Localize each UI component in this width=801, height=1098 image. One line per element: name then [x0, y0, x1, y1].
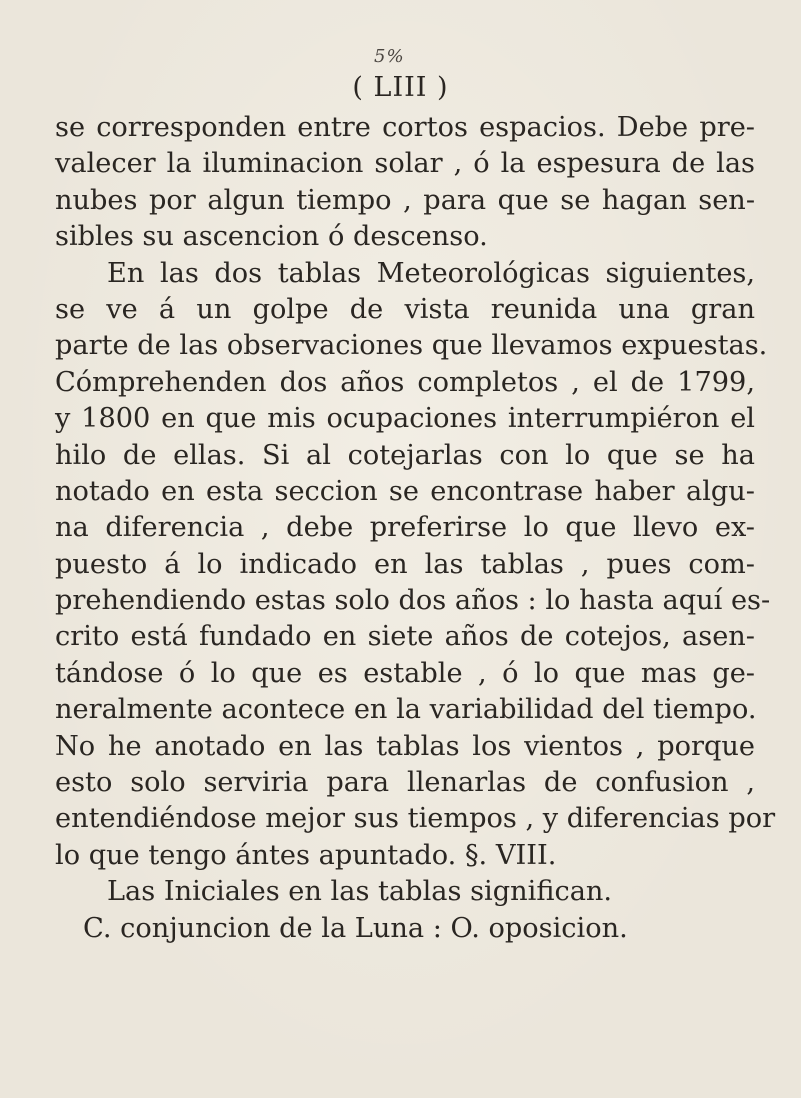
text-line: puesto á lo indicado en las tablas , pues com-	[55, 548, 755, 580]
text-line: sibles su ascencion ó descenso.	[55, 221, 488, 253]
text-line: esto solo serviria para llenarlas de confusion ,	[55, 767, 755, 799]
text-line: y 1800 en que mis ocupaciones interrumpiéron el	[55, 403, 755, 435]
text-line: na diferencia , debe preferirse lo que llevo ex-	[55, 512, 755, 544]
text-line: crito está fundado en siete años de cotejos, asen-	[55, 621, 755, 653]
text-line: nubes por algun tiempo , para que se hagan sen-	[55, 184, 755, 216]
text-line: entendiéndose mejor sus tiempos , y diferencias por	[55, 803, 776, 835]
text-line: valecer la iluminacion solar , ó la espesura de las	[55, 148, 755, 180]
library-stamp: 5%	[374, 46, 405, 67]
text-line: neralmente acontece en la variabilidad del tiempo.	[55, 694, 757, 726]
text-line: parte de las observaciones que llevamos expuestas.	[55, 330, 768, 362]
text-line: lo que tengo ántes apuntado. §. VIII.	[55, 839, 557, 871]
text-line: prehendiendo estas solo dos años : lo hasta aquí es-	[55, 585, 771, 617]
page-number-header: ( LIII )	[352, 72, 449, 103]
text-line: hilo de ellas. Si al cotejarlas con lo que se ha	[55, 439, 755, 471]
text-line: notado en esta seccion se encontrase haber algu-	[55, 475, 755, 507]
text-line: Las Iniciales en las tablas significan.	[107, 876, 613, 908]
text-line: tándose ó lo que es estable , ó lo que mas ge-	[55, 657, 755, 689]
text-line: se corresponden entre cortos espacios. Debe pre-	[55, 112, 755, 143]
body-text	[55, 110, 776, 947]
text-line: Cómprehenden dos años completos , el de 1799,	[55, 366, 755, 398]
text-line: se ve á un golpe de vista reunida una gran	[55, 293, 755, 325]
text-line: No he anotado en las tablas los vientos , porque	[55, 730, 755, 762]
text-line: En las dos tablas Meteorológicas siguientes,	[107, 257, 755, 289]
text-line: C. conjuncion de la Luna : O. oposicion.	[83, 912, 628, 944]
